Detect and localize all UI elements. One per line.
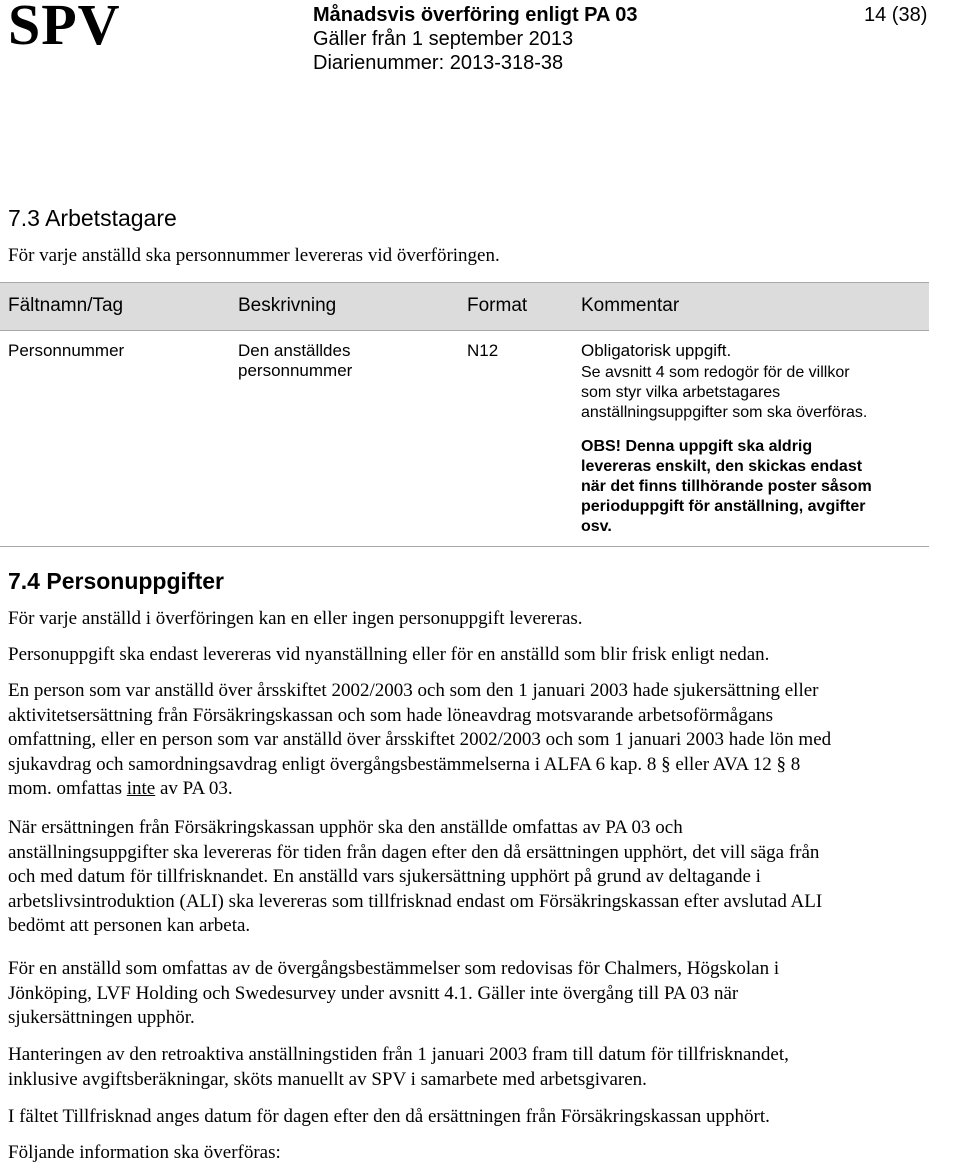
section-heading-7-3: 7.3 Arbetstagare bbox=[8, 205, 177, 231]
cell-description bbox=[238, 341, 408, 381]
comment-line: Se avsnitt 4 som redogör för de villkor bbox=[581, 364, 850, 381]
comment-line: levereras enskilt, den skickas endast bbox=[581, 458, 863, 475]
paragraph: Följande information ska överföras: bbox=[8, 1142, 281, 1163]
column-header-format: Format bbox=[467, 295, 528, 316]
diary-number: Diarienummer: 2013-318-38 bbox=[313, 52, 564, 74]
comment-line: Obligatorisk uppgift. bbox=[581, 341, 732, 360]
column-header-comment: Kommentar bbox=[581, 295, 680, 316]
comment-line: som styr vilka arbetstagares bbox=[581, 384, 781, 401]
section-intro-7-3: För varje anställd ska personnummer levereras vid överföringen. bbox=[8, 245, 500, 266]
comment-line: OBS! Denna uppgift ska aldrig bbox=[581, 438, 813, 455]
document-title: Månadsvis överföring enligt PA 03 bbox=[313, 4, 638, 26]
paragraph-line: omfattning, eller en person som var anställd över årsskiftet 2002/2003 och som 1 januari 2003 hade lön med bbox=[8, 729, 832, 750]
text-run: av PA 03. bbox=[155, 778, 233, 799]
table-row bbox=[0, 330, 929, 547]
paragraph-line: arbetslivsintroduktion (ALI) ska levereras som tillfrisknad endast om Försäkringskassan efter avslutad ALI bbox=[8, 890, 823, 912]
paragraph-line: sjukersättningen upphör. bbox=[8, 1007, 195, 1028]
table-header-row bbox=[0, 282, 929, 331]
paragraph: I fältet Tillfrisknad anges datum för dagen efter den då ersättningen från Försäkringskassan upphört. bbox=[8, 1106, 770, 1127]
spv-logo: SPV bbox=[8, 0, 121, 57]
paragraph-line: bedömt att personen kan arbeta. bbox=[8, 915, 251, 936]
paragraph-line: För en anställd som omfattas av de övergångsbestämmelser som redovisas för Chalmers, Högskolan i bbox=[8, 958, 780, 979]
section-heading-7-4: 7.4 Personuppgifter bbox=[8, 568, 224, 594]
cell-format: N12 bbox=[467, 341, 499, 360]
paragraph-line: Jönköping, LVF Holding och Swedesurvey under avsnitt 4.1. Gäller inte övergång till PA 03 när bbox=[8, 982, 739, 1004]
comment-paragraph bbox=[581, 363, 921, 423]
paragraph-line: Hanteringen av den retroaktiva anställningstiden från 1 januari 2003 fram till datum för tillfrisknandet, bbox=[8, 1044, 789, 1065]
page-number: 14 (38) bbox=[864, 4, 928, 26]
paragraph-line: aktivitetsersättning från Försäkringskassan och som hade löneavdrag motsvarande arbetsoförmågans bbox=[8, 704, 774, 726]
cell-field-name: Personnummer bbox=[8, 341, 125, 360]
column-header-field: Fältnamn/Tag bbox=[8, 295, 124, 316]
text-run: mom. omfattas bbox=[8, 778, 127, 799]
paragraph-line: inklusive avgiftsberäkningar, sköts manuellt av SPV i samarbete med arbetsgivaren. bbox=[8, 1068, 647, 1090]
description-line: personnummer bbox=[238, 361, 353, 380]
comment-line: perioduppgift för anställning, avgifter bbox=[581, 498, 866, 515]
paragraph-line bbox=[8, 777, 960, 802]
paragraph-line: och med datum för tillfrisknandet. En anställd vars sjukersättning upphört på grund av deltagande i bbox=[8, 866, 761, 887]
paragraph-line: När ersättningen från Försäkringskassan upphör ska den anställde omfattas av PA 03 och bbox=[8, 817, 683, 838]
cell-comment bbox=[581, 341, 921, 537]
paragraph bbox=[8, 1043, 960, 1092]
underlined-word: inte bbox=[126, 778, 156, 799]
paragraph bbox=[8, 816, 960, 939]
column-header-description: Beskrivning bbox=[238, 295, 337, 316]
comment-line: osv. bbox=[581, 518, 612, 535]
valid-from: Gäller från 1 september 2013 bbox=[313, 28, 574, 50]
comment-line: anställningsuppgifter som ska överföras. bbox=[581, 404, 868, 421]
paragraph-line: sjukavdrag och samordningsavdrag enligt övergångsbestämmelserna i ALFA 6 kap. 8 § eller AVA 12 § 8 bbox=[8, 753, 801, 775]
paragraph-line: anställningsuppgifter ska levereras för tiden från dagen efter den då ersättningen upphört, det vill säga från bbox=[8, 841, 820, 863]
paragraph: För varje anställd i överföringen kan en eller ingen personuppgift levereras. bbox=[8, 608, 583, 629]
description-line: Den anställdes bbox=[238, 341, 351, 360]
comment-warning bbox=[581, 437, 921, 537]
paragraph: Personuppgift ska endast levereras vid nyanställning eller för en anställd som blir frisk enligt nedan. bbox=[8, 644, 770, 665]
paragraph bbox=[8, 957, 960, 1031]
paragraph-line: En person som var anställd över årsskiftet 2002/2003 och som den 1 januari 2003 hade sjukersättning eller bbox=[8, 680, 819, 701]
paragraph bbox=[8, 679, 960, 802]
comment-line: när det finns tillhörande poster såsom bbox=[581, 478, 872, 495]
